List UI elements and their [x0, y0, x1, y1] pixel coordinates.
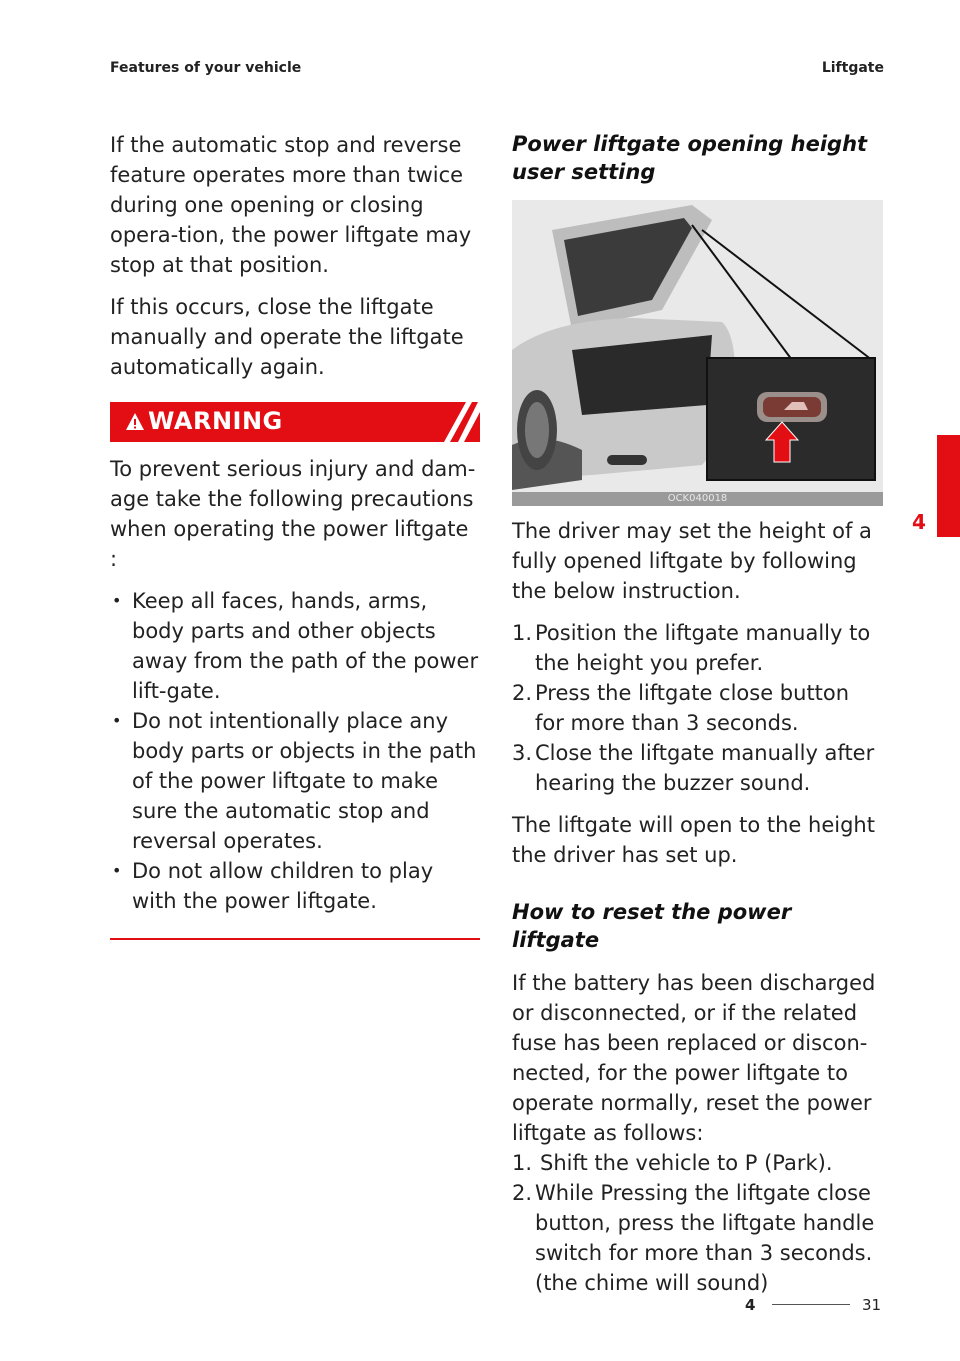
warning-intro: To prevent serious injury and dam-age take the following precautions when operating the power liftgate :: [110, 457, 476, 571]
warning-bullet-list: [110, 586, 480, 916]
warning-stripes-decoration: [420, 402, 480, 442]
warning-bullet: • Do not allow children to play with the power liftgate.: [110, 856, 480, 916]
warning-title: WARNING: [148, 407, 283, 435]
liftgate-illustration: [512, 200, 883, 506]
paragraph-auto-stop: If the automatic stop and reverse feature operates more than twice during one opening or closing opera-tion, the power liftgate may stop at that position.: [110, 133, 472, 277]
footer-divider: [772, 1304, 850, 1305]
image-code: OCK040018: [512, 492, 883, 506]
step-item: [512, 738, 884, 798]
chapter-side-tab: [937, 435, 960, 537]
section-title-height-setting: Power liftgate opening height user setting: [512, 132, 868, 184]
reset-steps: [512, 1148, 884, 1298]
footer-chapter-number: 4: [745, 1296, 756, 1314]
step-number: 3.: [512, 741, 533, 765]
step-number: 1.: [512, 621, 533, 645]
step-number: 1.: [512, 1151, 533, 1175]
step-text: While Pressing the liftgate close button, press the liftgate handle switch for more than 3 seconds. (the chime will sound): [535, 1181, 875, 1295]
height-setting-outro: The liftgate will open to the height the driver has set up.: [512, 813, 875, 867]
footer-page-number: 31: [862, 1296, 882, 1314]
height-setting-intro: The driver may set the height of a fully opened liftgate by following the below instruction.: [512, 519, 872, 603]
step-item: [512, 1148, 884, 1178]
warning-end-rule: [110, 938, 480, 940]
step-text: Position the liftgate manually to the height you prefer.: [535, 621, 871, 675]
step-text: Press the liftgate close button for more than 3 seconds.: [535, 681, 850, 735]
right-column: [512, 130, 884, 1310]
step-item: [512, 1178, 884, 1298]
step-number: 2.: [512, 681, 533, 705]
step-text: Close the liftgate manually after hearing the buzzer sound.: [535, 741, 875, 795]
step-item: [512, 678, 884, 738]
step-text: Shift the vehicle to P (Park).: [540, 1151, 833, 1175]
paragraph-close-manually: If this occurs, close the liftgate manually and operate the liftgate automatically again.: [110, 295, 464, 379]
running-header-topic: Liftgate: [821, 60, 884, 76]
warning-bullet: • Do not intentionally place any body parts or objects in the path of the power liftgate to make sure the automatic stop and reversal operates.: [110, 706, 480, 856]
reset-intro: If the battery has been discharged or disconnected, or if the related fuse has been replaced or discon-nected, for the power liftgate to operate normally, reset the power liftgate as follows:: [512, 971, 876, 1145]
running-header-section: Features of your vehicle: [110, 60, 302, 76]
warning-bullet: • Keep all faces, hands, arms, body parts and other objects away from the path of the power lift-gate.: [110, 586, 480, 706]
step-item: [512, 618, 884, 678]
warning-banner: [110, 402, 480, 442]
left-column: [110, 130, 480, 940]
section-title-reset: How to reset the power liftgate: [512, 900, 792, 952]
height-setting-steps: [512, 618, 884, 798]
warning-triangle-icon: [124, 411, 146, 433]
step-number: 2.: [512, 1181, 533, 1205]
chapter-side-number: 4: [912, 510, 926, 534]
car-liftgate-photo: [512, 200, 883, 506]
